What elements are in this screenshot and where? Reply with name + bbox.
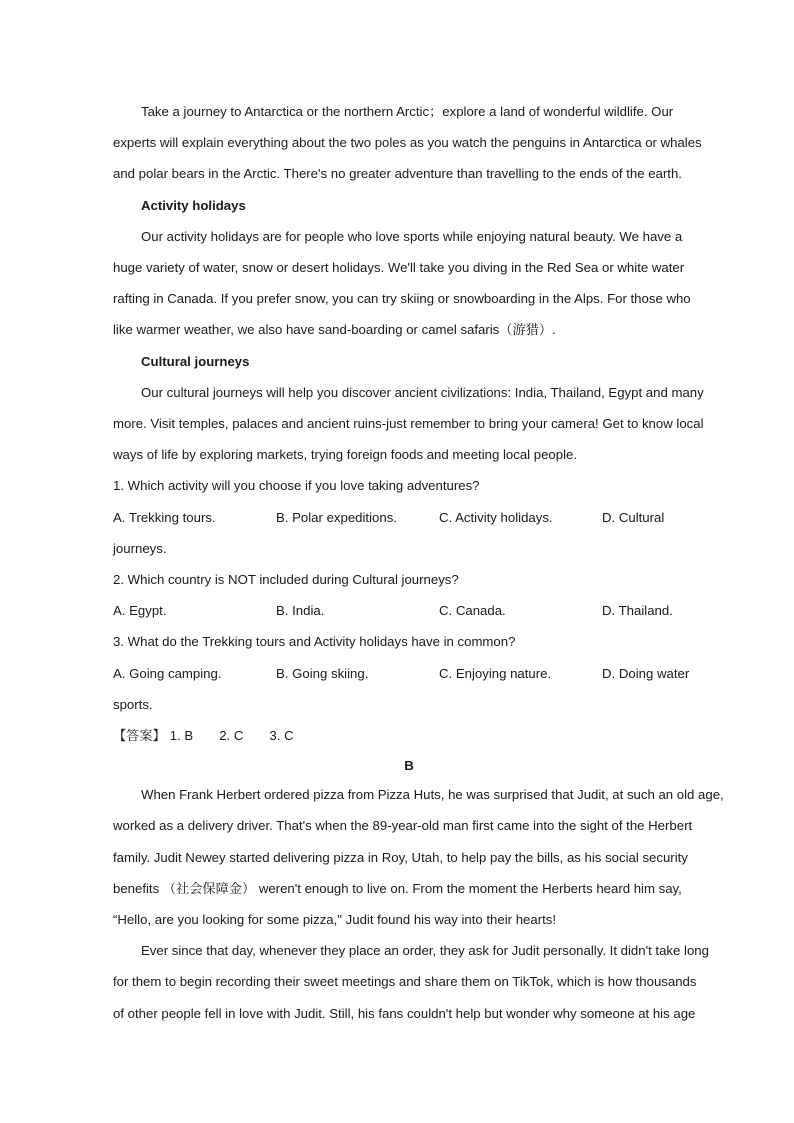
question-stem: 2. Which country is NOT included during Cultural journeys? bbox=[113, 572, 459, 588]
question-1 bbox=[113, 470, 705, 564]
cultural-heading: Cultural journeys bbox=[141, 353, 250, 369]
question-3 bbox=[113, 626, 705, 720]
option-c: C. Canada. bbox=[439, 603, 506, 619]
option-a: A. Egypt. bbox=[113, 603, 167, 619]
polar-line: experts will explain everything about the two poles as you watch the penguins in Antarctica or whales bbox=[113, 135, 702, 151]
option-wrap: sports. bbox=[113, 696, 153, 712]
cultural-line: more. Visit temples, palaces and ancient ruins-just remember to bring your camera! Get to know local bbox=[113, 416, 704, 432]
options-row bbox=[113, 595, 705, 626]
cultural-paragraph bbox=[113, 377, 705, 471]
document-page bbox=[113, 96, 724, 1029]
activity-line: Our activity holidays are for people who love sports while enjoying natural beauty. We have a bbox=[141, 228, 683, 244]
option-wrap: journeys. bbox=[113, 540, 167, 556]
answer-item: 3. C bbox=[269, 728, 294, 744]
option-a: A. Going camping. bbox=[113, 665, 222, 681]
section-b-line: “Hello, are you looking for some pizza," Judit found his way into their hearts! bbox=[113, 912, 557, 928]
section-b-paragraph-2 bbox=[113, 935, 709, 1029]
option-b: B. India. bbox=[276, 603, 325, 619]
cultural-line: Our cultural journeys will help you discover ancient civilizations: India, Thailand, Egypt and many bbox=[141, 384, 704, 400]
option-c: C. Enjoying nature. bbox=[439, 665, 552, 681]
answer-item: 1. B bbox=[169, 728, 194, 744]
question-stem: 3. What do the Trekking tours and Activity holidays have in common? bbox=[113, 634, 516, 650]
option-b: B. Polar expeditions. bbox=[276, 509, 397, 525]
polar-line: Take a journey to Antarctica or the northern Arctic；explore a land of wonderful wildlife. Our bbox=[141, 104, 674, 119]
option-a: A. Trekking tours. bbox=[113, 509, 216, 525]
polar-paragraph bbox=[113, 96, 705, 190]
activity-paragraph bbox=[113, 221, 705, 346]
cultural-line: ways of life by exploring markets, trying foreign foods and meeting local people. bbox=[113, 447, 578, 463]
section-b-line: benefits （社会保障金） weren't enough to live on. From the moment the Herberts heard him say, bbox=[113, 880, 682, 896]
activity-line: like warmer weather, we also have sand-boarding or camel safaris（游猎）. bbox=[113, 322, 556, 338]
section-b-line: of other people fell in love with Judit. Still, his fans couldn't help but wonder why someone at his age bbox=[113, 1005, 696, 1021]
question-2 bbox=[113, 564, 705, 626]
option-c: C. Activity holidays. bbox=[439, 509, 553, 525]
section-b-line: family. Judit Newey started delivering pizza in Roy, Utah, to help pay the bills, as his social security bbox=[113, 849, 688, 865]
option-d: D. Cultural bbox=[602, 509, 665, 525]
activity-line: rafting in Canada. If you prefer snow, you can try skiing or snowboarding in the Alps. For those who bbox=[113, 291, 691, 307]
section-b-line: When Frank Herbert ordered pizza from Pizza Huts, he was surprised that Judit, at such an old age, bbox=[141, 787, 724, 803]
answer-tag: 【答案】 bbox=[113, 728, 166, 744]
section-b-line: for them to begin recording their sweet meetings and share them on TikTok, which is how thousands bbox=[113, 974, 697, 990]
section-b-line: worked as a delivery driver. That's when the 89-year-old man first came into the sight of the Herbert bbox=[113, 818, 693, 834]
option-b: B. Going skiing. bbox=[276, 665, 369, 681]
section-b-label: B bbox=[404, 758, 414, 774]
options-row bbox=[113, 658, 705, 689]
option-d: D. Doing water bbox=[602, 665, 690, 681]
activity-heading: Activity holidays bbox=[141, 197, 246, 213]
section-b-paragraph-1 bbox=[113, 779, 724, 935]
polar-line: and polar bears in the Arctic. There's no greater adventure than travelling to the ends of the earth. bbox=[113, 166, 682, 182]
activity-line: huge variety of water, snow or desert holidays. We'll take you diving in the Red Sea or white water bbox=[113, 260, 685, 276]
answer-item: 2. C bbox=[219, 728, 244, 744]
option-d: D. Thailand. bbox=[602, 603, 673, 619]
answer-key bbox=[113, 720, 705, 751]
question-stem: 1. Which activity will you choose if you love taking adventures? bbox=[113, 478, 480, 494]
options-row bbox=[113, 502, 705, 533]
section-b-line: Ever since that day, whenever they place an order, they ask for Judit personally. It didn't take long bbox=[141, 943, 709, 959]
